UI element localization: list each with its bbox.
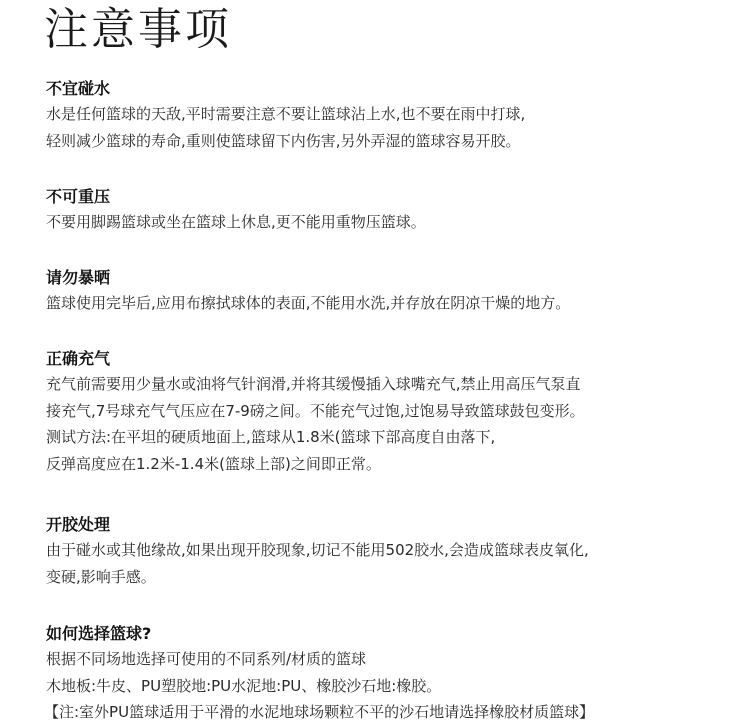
section-text-line: 测试方法:在平坦的硬质地面上,篮球从1.8米(篮球下部高度自由落下, [46,428,496,446]
section-text-line: 接充气,7号球充气气压应在7-9磅之间。不能充气过饱,过饱易导致篮球鼓包变形。 [46,401,585,420]
section-text-line: 不要用脚踢篮球或坐在篮球上休息,更不能用重物压篮球。 [46,213,426,231]
section-no-pressure [46,185,736,236]
section-choose-basketball [46,622,736,726]
section-text-line: 根据不同场地选择可使用的不同系列/材质的篮球 [46,650,367,668]
section-heading: 正确充气 [46,349,111,368]
section-heading: 如何选择篮球? [46,624,152,643]
section-text-line: 由于碰水或其他缘故,如果出现开胶现象,切记不能用502胶水,会造成篮球表皮氧化, [46,541,589,559]
section-no-sun [46,266,736,317]
section-text-line: 反弹高度应在1.2米-1.4米(篮球上部)之间即正常。 [46,454,381,473]
page-title: 注意事项 [44,4,232,55]
section-no-water [46,77,736,154]
section-note: 【注:室外PU篮球适用于平滑的水泥地球场颗粒不平的沙石地请选择橡胶材质篮球】 [44,703,595,721]
section-text-line: 水是任何篮球的天敌,平时需要注意不要让篮球沾上水,也不要在雨中打球, [46,105,526,123]
section-text-line: 变硬,影响手感。 [46,567,156,586]
section-heading: 不可重压 [46,187,111,206]
section-heading: 不宜碰水 [46,79,111,98]
section-glue-repair [46,513,736,590]
section-heading: 请勿暴晒 [46,268,111,287]
section-text-line: 木地板:牛皮、PU塑胶地:PU水泥地:PU、橡胶沙石地:橡胶。 [46,676,442,695]
section-text-line: 充气前需要用少量水或油将气针润滑,并将其缓慢插入球嘴充气,禁止用高压气泵直 [46,375,581,393]
section-inflation [46,347,736,477]
section-text-line: 轻则减少篮球的寿命,重则使篮球留下内伤害,另外弄湿的篮球容易开胶。 [46,131,521,150]
section-text-line: 篮球使用完毕后,应用布擦拭球体的表面,不能用水洗,并存放在阴凉干燥的地方。 [46,294,571,312]
section-heading: 开胶处理 [46,515,111,534]
